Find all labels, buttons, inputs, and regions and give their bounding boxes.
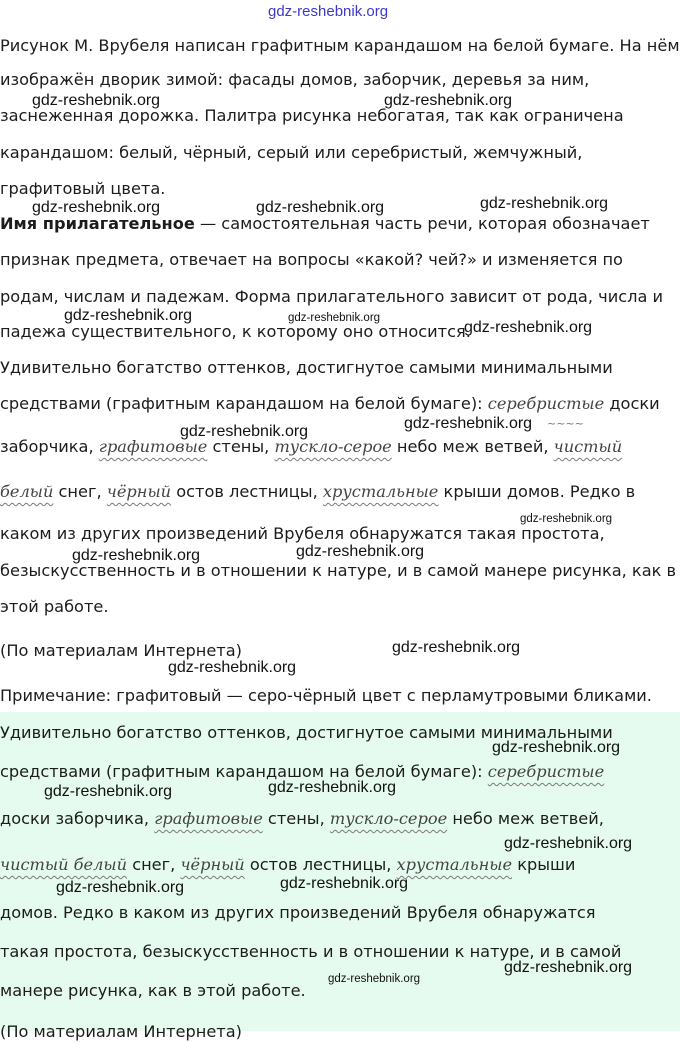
text-line-3-c: небо меж ветвей,	[391, 437, 554, 456]
text-line-3-a: заборчика,	[0, 437, 99, 456]
adjective-grafitovye: графитовые	[98, 437, 208, 456]
text-line-3-b: стены,	[207, 437, 275, 456]
watermark[interactable]: gdz-reshebnik.org	[32, 199, 161, 216]
watermark[interactable]: gdz-reshebnik.org	[44, 783, 173, 800]
answer-line-7: манере рисунка, как в этой работе.	[0, 981, 306, 1000]
watermark[interactable]: gdz-reshebnik.org	[72, 547, 201, 564]
answer-line-8: (По материалам Интернета)	[0, 1022, 242, 1041]
adjective-khrustalnye: хрустальные	[322, 482, 439, 501]
answer-adjective-serebristye: серебристые	[487, 762, 605, 781]
watermark[interactable]: gdz-reshebnik.org	[32, 92, 161, 109]
text-line-2	[0, 394, 660, 414]
definition-line-2: признак предмета, отвечает на вопросы «какой? чей?» и изменяется по	[0, 250, 623, 269]
watermark[interactable]: gdz-reshebnik.org	[384, 92, 513, 109]
watermark[interactable]: gdz-reshebnik.org	[464, 319, 593, 336]
definition-line-1	[0, 214, 650, 234]
answer-line-4-c: крыши	[512, 855, 576, 874]
watermark[interactable]: gdz-reshebnik.org	[56, 879, 185, 896]
watermark[interactable]: gdz-reshebnik.org	[504, 959, 633, 976]
definition-term: Имя прилагательное	[0, 214, 195, 233]
watermark[interactable]: gdz-reshebnik.org	[280, 875, 409, 892]
intro-line-2: изображён дворик зимой: фасады домов, заборчик, деревья за ним,	[0, 70, 590, 89]
adjective-chernyi: чёрный	[106, 482, 172, 501]
watermark[interactable]: gdz-reshebnik.org	[64, 307, 193, 324]
answer-line-5: домов. Редко в каком из других произведений Врубеля обнаружатся	[0, 903, 596, 922]
watermark[interactable]: gdz-reshebnik.org	[392, 639, 521, 656]
text-line-1: Удивительно богатство оттенков, достигнутое самыми минимальными	[0, 358, 613, 377]
watermark[interactable]: gdz-reshebnik.org	[268, 779, 397, 796]
answer-line-3-a: доски заборчика,	[0, 809, 155, 828]
text-line-4-b: остов лестницы,	[171, 482, 323, 501]
note-line: Примечание: графитовый — серо-чёрный цвет с перламутровыми бликами.	[0, 686, 652, 705]
source-line: (По материалам Интернета)	[0, 641, 242, 660]
answer-line-4-a: снег,	[127, 855, 181, 874]
watermark[interactable]: gdz-reshebnik.org	[492, 739, 621, 756]
watermark[interactable]: gdz-reshebnik.org	[504, 835, 633, 852]
answer-line-2-a: средствами (графитным карандашом на белой бумаге):	[0, 762, 488, 781]
text-line-4-a: снег,	[53, 482, 107, 501]
intro-line-3: заснеженная дорожка. Палитра рисунка небогатая, так как ограничена	[0, 106, 624, 125]
answer-line-3	[0, 809, 604, 829]
intro-line-4: карандашом: белый, чёрный, серый или серебристый, жемчужный,	[0, 143, 583, 162]
adjective-tusklo-seroe: тускло-серое	[274, 437, 392, 456]
text-line-5: каком из других произведений Врубеля обнаружатся такая простота,	[0, 524, 605, 543]
watermark-small[interactable]: gdz-reshebnik.org	[520, 513, 613, 525]
definition-line-1-rest: — самостоятельная часть речи, которая обозначает	[194, 214, 650, 233]
watermark[interactable]: gdz-reshebnik.org	[256, 199, 385, 216]
answer-adjective-chistyi-belyi: чистый белый	[0, 855, 128, 874]
intro-line-1: Рисунок М. Врубеля написан графитным карандашом на белой бумаге. На нём	[0, 36, 680, 55]
definition-line-3: родам, числам и падежам. Форма прилагательного зависит от рода, числа и	[0, 287, 664, 306]
text-line-2-b: доски	[604, 394, 660, 413]
answer-line-3-c: небо меж ветвей,	[447, 809, 604, 828]
watermark[interactable]: gdz-reshebnik.org	[168, 659, 297, 676]
adjective-serebristye: серебристые	[487, 394, 605, 413]
answer-line-3-b: стены,	[262, 809, 330, 828]
text-line-4	[0, 482, 635, 502]
answer-adjective-khrustalnye: хрустальные	[396, 855, 513, 874]
watermark[interactable]: gdz-reshebnik.org	[404, 415, 533, 432]
watermark-small[interactable]: gdz-reshebnik.org	[288, 312, 381, 324]
wavy-underline-serebristye: ~~~~	[547, 417, 584, 430]
watermark-small[interactable]: gdz-reshebnik.org	[328, 973, 421, 985]
answer-line-4	[0, 855, 575, 875]
answer-line-6: такая простота, безыскусственность и в отношении к натуре, и в самой	[0, 942, 622, 961]
text-line-4-c: крыши домов. Редко в	[438, 482, 636, 501]
site-watermark-top[interactable]: gdz-reshebnik.org	[268, 3, 389, 20]
watermark[interactable]: gdz-reshebnik.org	[296, 543, 425, 560]
adjective-chistyi: чистый	[553, 437, 623, 456]
watermark[interactable]: gdz-reshebnik.org	[480, 195, 609, 212]
text-line-2-a: средствами (графитным карандашом на белой бумаге):	[0, 394, 488, 413]
adjective-belyi: белый	[0, 482, 54, 501]
text-line-6: безыскусственность и в отношении к натуре, и в самой манере рисунка, как в	[0, 561, 677, 580]
answer-line-4-b: остов лестницы,	[244, 855, 397, 874]
text-line-7: этой работе.	[0, 597, 109, 616]
answer-line-1: Удивительно богатство оттенков, достигнутое самыми минимальными	[0, 723, 613, 742]
watermark[interactable]: gdz-reshebnik.org	[180, 423, 309, 440]
answer-adjective-grafitovye: графитовые	[154, 809, 263, 828]
intro-line-5: графитовый цвета.	[0, 179, 166, 198]
answer-adjective-tusklo-seroe: тускло-серое	[329, 809, 448, 828]
definition-line-4: падежа существительного, к которому оно относится.	[0, 322, 471, 341]
text-line-3	[0, 437, 622, 457]
answer-adjective-chernyi: чёрный	[180, 855, 245, 874]
